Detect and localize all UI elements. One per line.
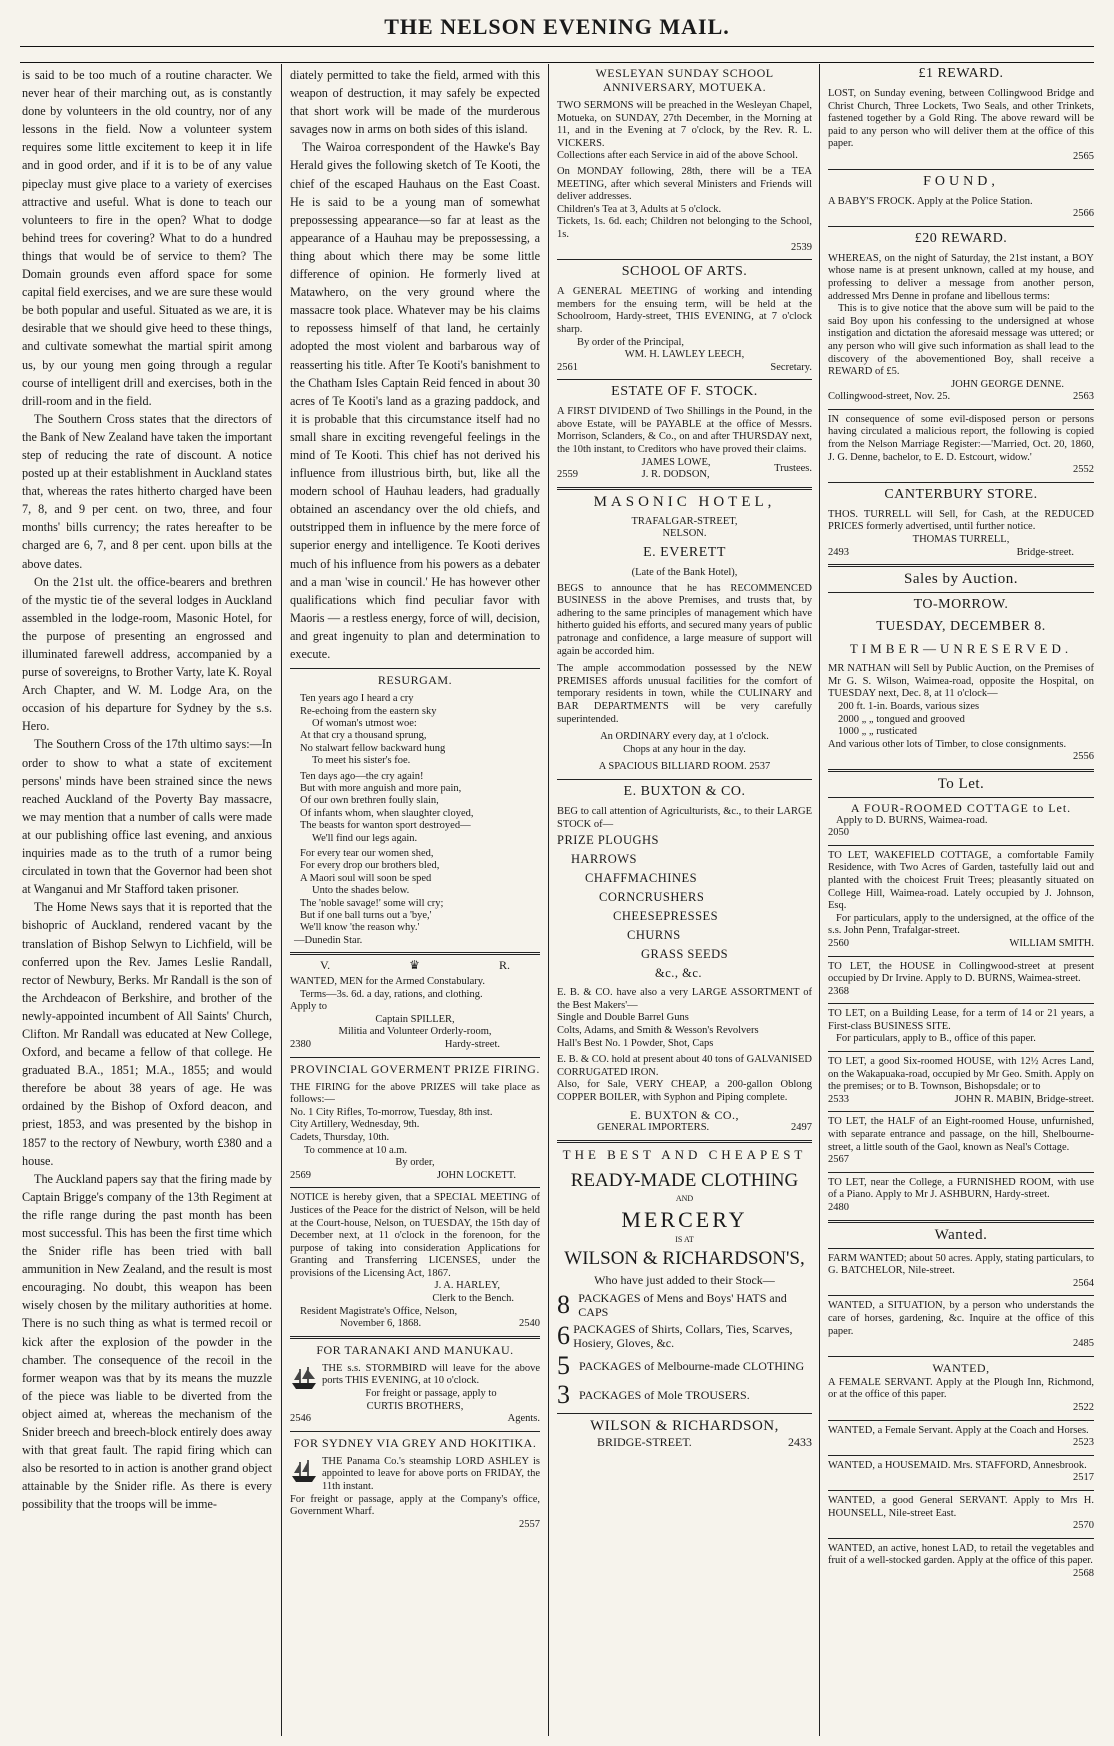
ad-line: No. 1 City Rifles, To-morrow, Tuesday, 8th inst. [290,1106,493,1118]
poem-line: Of infants whom, when slaughter cloyed, [300,807,474,819]
ad-signature: JOHN LOCKETT. [436,1169,516,1181]
ad-text: BEG to call attention of Agriculturists, &c., to their LARGE STOCK of— [557,805,812,830]
ad-number: 2565 [1073,150,1094,162]
package-text: PACKAGES of Shirts, Collars, Ties, Scarves, Hosiery, Gloves, &c. [573,1321,793,1350]
ad-number: 2368 [828,985,849,997]
divider [828,592,1094,593]
to-let-ad [828,802,1094,840]
ad-footer [828,1202,1094,1215]
crown-icon: ♛ [409,958,420,973]
ad-line: City Artillery, Wednesday, 9th. [290,1119,420,1131]
divider [828,1172,1094,1173]
news-paragraph: The Home News says that it is reported that the bishopric of Auckland, rendered vacant by the translation of Bishop Selwyn to Lichfield, will be conferred upon the Rev. James Leslie Randall, rector of Newbury, Berks. Mr Randall is the son of the Archdeacon of Berkshire, and brother of the newly-appointed incumbent of All Saints' Church, Clifton. Mr Randall was educated at New College, Oxford, and became a fellow of that college. He graduated B.A., 1851; M.A., 1855; and would therefore be about 38 years of age. He was ordained by the Bishop of Oxford deacon, and priest, 1853, and was presented by the bishop in 1857 to the rectory of Newbury, worth £380 and a house. [22,900,272,1168]
divider [557,1140,812,1143]
ad-text: LOST, on Sunday evening, between Collingwood Bridge and Christ Church, Three Lockets, Two Seals, and other Trinkets, fastened together by a Gold Ring. The above reward will be paid to any person who will deliver them at the office of this paper. [828,88,1094,150]
package-text: PACKAGES of Mole TROUSERS. [579,1387,750,1402]
ad-text: TO LET, on a Building Lease, for a term of 14 or 21 years, a First-class BUSINESS SITE. [828,1008,1094,1032]
ad-address: BRIDGE-STREET. [597,1434,692,1449]
ad-text: This is to give notice that the above sum will be paid to the said Boy upon his confessing to the undersigned at whose instigation and dictation the aforesaid message was uttered; or any person who will give such information as shall lead to the discovery of the abovementioned Boy, shall receive a REWARD of £5. [828,303,1094,378]
ad-heading: WESLEYAN SUNDAY SCHOOL ANNIVERSARY, MOTUEKA. [595,66,774,94]
ad-text: WANTED, a Female Servant. Apply at the Coach and Horses. [828,1424,1089,1436]
package-item [557,1322,812,1350]
ad-number: 2523 [1073,1437,1094,1449]
ad-text: FARM WANTED; about 50 acres. Apply, stating particulars, to G. BATCHELOR, Nile-street. [828,1252,1094,1277]
ad-text: A BABY'S FROCK. Apply at the Police Station. [828,195,1033,207]
ad-signature: JAMES LOWE, [641,456,711,468]
ad-text: TO LET, the HOUSE in Collingwood-street at present occupied by Dr Irvine. Apply to D. BURNS, Waimea-street. [828,960,1094,985]
vr-right: R. [498,958,510,973]
ad-text: For freight or passage, apply to [365,1388,497,1400]
masthead-rule [20,46,1094,47]
buxton-ad [557,784,812,1135]
ad-signature: WILLIAM SMITH. [1009,937,1094,949]
ad-address: NELSON. [662,528,707,540]
ad-heading: TUESDAY, DECEMBER 8. [876,619,1046,635]
wesleyan-ad [557,66,812,254]
wanted-ad [828,1425,1094,1450]
ad-number: 2552 [1073,464,1094,476]
ad-text: WHEREAS, on the night of Saturday, the 21st instant, a BOY whose name is at present unknown, called at my house, and professing to deliver a message from another person, addressed Mrs Denne in profane and libellous terms: [828,252,1094,302]
news-paragraph: The Southern Cross of the 17th ultimo says:—In order to show to what a state of excitement persons' minds have been strained since the news reached Auckland of the Poverty Bay massacre, we may mention that a number of calls were made at our publishing office last evening, and anxious inquiries made as to the truth of a rumor being circulated in town that the Governor had been shot at Wanganui and Mr Stafford taken prisoner. [22,737,272,897]
ad-text: By order of the Principal, [577,336,685,348]
ad-signature: THOMAS TURRELL, [912,534,1010,546]
ad-heading: £20 REWARD. [914,230,1008,246]
section-heading: Sales by Auction. [904,571,1018,588]
reward-1-ad [828,66,1094,164]
package-item [557,1291,812,1319]
ad-text: E. B. & CO. hold at present about 40 tons of GALVANISED CORRUGATED IRON. [557,1054,812,1078]
to-let-list [828,802,1094,1215]
ad-number: 2568 [1073,1567,1094,1579]
ad-heading: MASONIC HOTEL, [593,493,776,510]
ad-text: GENERAL IMPORTERS. [597,1122,710,1134]
ad-heading: READY-MADE CLOTHING [570,1170,799,1192]
divider [828,409,1094,410]
news-paragraph: The Wairoa correspondent of the Hawke's Bay Herald gives the following sketch of Te Kooti, the chief of the escaped Hauhaus on the East Coast. He is said to be a young man of somewhat prepossessing appearance—so far at least as the appearance of a Hauhau may be prepossessing, a thing about which there may be some little difference of opinion. He formerly lived at Matawhero, on the very ground where the massacre took place. Whatever may be his claims to repossess himself of that land, he certainly adopted the most violent and barbarous way of reasserting his title. After Te Kooti's banishment to the Chatham Isles Captain Reid fenced in about 30 acres of Te Kooti's land as a grazing paddock, and it is probable that this circumstance itself had no small share in exciting revengeful feelings in the mind of Te Kooti. This chief has not derived his influence from illustrious birth, but, like all the modern school of Hauhau leaders, had gradually obtained an ascendancy over the old chiefs, and outstripped them in influence by the mere force of superior energy and intelligence. Te Kooti derives much of his influence from his powers as a debater and a man 'wise in council.' He has however other qualifications which find peculiar favor with Maoris — a restless energy, force of will, decision, and great ingenuity to plan and determination to execute. [290,140,540,661]
ad-heading: WILSON & RICHARDSON'S, [564,1248,805,1270]
package-item [557,1379,812,1409]
ad-number: 2560 [828,937,849,949]
poem-line: At that cry a thousand sprung, [300,730,427,742]
package-count: 3 [557,1379,570,1409]
divider [557,1413,812,1414]
ad-text: THE Panama Co.'s steamship LORD ASHLEY is appointed to leave for above ports on FRIDAY, the 11th instant. [322,1455,540,1492]
wanted-list [828,1253,1094,1581]
column-2 [290,66,540,1734]
poem-line: The beasts for wanton sport destroyed— [300,820,471,832]
ad-signature: Captain SPILLER, [375,1013,455,1025]
ad-number: 2564 [1073,1277,1094,1289]
ad-number: 2557 [519,1518,540,1530]
ad-number: 2556 [1073,751,1094,763]
divider [290,1336,540,1339]
ship-icon [290,1365,318,1391]
divider [828,1295,1094,1296]
column-divider [281,64,282,1736]
ad-text: Secretary. [770,361,812,373]
ad-number: 2485 [1073,1338,1094,1350]
ad-heading: TIMBER—UNRESERVED. [849,641,1073,657]
news-block [290,66,540,663]
product-item: HARROWS [571,852,638,867]
ad-address: Hardy-street. [444,1038,500,1050]
ad-text: WANTED, MEN for the Armed Constabulary. [290,976,485,987]
poem-line: To meet his sister's foe. [312,755,411,767]
news-paragraph: diately permitted to take the field, armed with this weapon of destruction, it may safely be expected that short work will be made of the murderous savages now in arms on both sides of this island. [290,68,540,137]
ad-footer [828,986,1094,999]
ad-text: Apply to [290,1001,328,1013]
ad-text: IS AT [675,1234,694,1244]
ad-signature: J. A. HARLEY, [434,1280,500,1292]
ad-number: 2493 [828,546,849,558]
ad-text: Collections after each Service in aid of the above School. [557,150,798,162]
masthead: THE NELSON EVENING MAIL. [384,14,730,39]
wanted-ad [828,1361,1094,1415]
news-paragraph: On the 21st ult. the office-bearers and brethren of the mystic tie of the several lodges in Auckland assembled in the lodge-room, Masonic Hotel, for the purpose of presenting an engrossed and illuminated farewell address, accompanied by a purse of sovereigns, to Brother Varty, late K. Royal Arch Chapter, and W. M. Lodge Ara, on the occasion of his departure for Sydney by the s.s. Hero. [22,574,272,734]
poem-line: No stalwart fellow backward hung [300,742,446,754]
ad-heading: THE BEST AND CHEAPEST [562,1147,807,1163]
ad-heading: FOR SYDNEY VIA GREY AND HOKITIKA. [293,1435,537,1450]
ad-number: 2570 [1073,1520,1094,1532]
divider [290,1187,540,1188]
news-paragraph: The Southern Cross states that the directors of the Bank of New Zealand have taken the important step of reducing the rate of discount. A notice posted up at their establishment in Auckland states that, whereas the rates hitherto charged have been 7, 8, and 9 per cent. on two, three, and four months' bills currency; the rates hereafter to be charged are 6, 7, and 8 per cent. upon bills at the above dates. [22,411,272,571]
column-divider [819,64,820,1736]
divider [828,1490,1094,1491]
poem-line: Unto the shades below. [312,885,410,897]
stock-estate-ad [557,384,812,482]
ad-text: AND [675,1194,694,1204]
header-rule [20,62,1094,63]
product-item: &c., &c. [655,966,703,981]
ad-heading: WANTED, [932,1360,990,1375]
ad-signature: E. BUXTON & CO., [629,1108,740,1123]
ad-signature: WILSON & RICHARDSON, [590,1417,779,1434]
product-list [557,831,812,983]
to-let-ad [828,1008,1094,1046]
ad-number: 2561 [557,361,578,373]
ad-text: BEGS to announce that he has RECOMMENCED BUSINESS in the above Premises, and trusts that, by adhering to the same principles of management which have hitherto guided his efforts, and secured many years of public patronage and confidence, a large measure of support will again be accorded him. [557,582,812,657]
ad-heading: MERCERY [621,1206,748,1232]
timber-auction-ad [828,597,1094,764]
prize-firing-ad [290,1062,540,1183]
poem-line: We'll know 'the reason why.' [300,922,420,934]
ad-text: On MONDAY following, 28th, there will be a TEA MEETING, after which several Ministers and Friends will deliver addresses. [557,165,812,203]
ad-heading: TO-MORROW. [913,597,1009,613]
sydney-shipping-ad [290,1436,540,1532]
ad-signature: Clerk to the Bench. [432,1293,514,1305]
product-item: GRASS SEEDS [641,947,729,962]
section-heading: To Let. [937,775,985,792]
ad-text: An ORDINARY every day, at 1 o'clock. [600,731,769,743]
ad-line: 2000 „ „ tongued and grooved [838,713,965,725]
divider [828,1538,1094,1539]
ad-heading: FOUND, [923,173,999,189]
poem-line: Of our own brethren foully slain, [300,795,439,807]
ad-heading: E. BUXTON & CO. [623,783,746,799]
column-1-news [22,66,272,1734]
ad-text: WANTED, a SITUATION, by a person who understands the care of horses, gardening, &c. Inquire at the office of this paper. [828,1300,1094,1337]
ad-line: Single and Double Barrel Guns [557,1012,689,1024]
school-of-arts-ad [557,264,812,374]
ad-text: For freight or passage, apply at the Company's office, Government Wharf. [290,1493,540,1518]
ad-text: A FOUR-ROOMED COTTAGE to Let. [850,800,1072,815]
ad-text: And various other lots of Timber, to close consignments. [828,738,1067,750]
ad-number: 2497 [791,1122,812,1134]
section-heading: Wanted. [934,1226,988,1243]
poem-line: For every drop our brothers bled, [300,860,440,872]
product-item: CHAFFMACHINES [585,871,698,886]
ship-icon [290,1458,318,1484]
ad-signature: JOHN GEORGE DENNE. [951,378,1064,390]
ad-line: Colts, Adams, and Smith & Wesson's Revolvers [557,1024,759,1036]
wanted-ad [828,1495,1094,1533]
ad-text: Trustees. [774,462,812,474]
column-4-classifieds [828,66,1094,1734]
to-let-ad [828,1116,1094,1166]
package-text: PACKAGES of Melbourne-made CLOTHING [579,1358,805,1373]
ad-number: 2559 [557,469,578,481]
divider [828,1051,1094,1052]
licensing-notice-ad [290,1192,540,1331]
divider [828,564,1094,567]
ad-text: TO LET, a good Six-roomed HOUSE, with 12½ Acres Land, on the Wakapuaka-road, occupied by Mr Geo. Smith. Apply on the premises; or to B. Townson, Bishopsdale; or to [828,1056,1094,1093]
divider [290,952,540,955]
ad-text: Children's Tea at 3, Adults at 5 o'clock. [557,203,722,215]
ad-line: To commence at 10 a.m. [304,1144,408,1156]
divider [828,1455,1094,1456]
vr-left: V. [320,958,331,973]
ad-number: 2546 [290,1413,311,1425]
clothing-list [557,1291,812,1408]
poem-line: Re-echoing from the eastern sky [300,705,437,717]
ad-address: Bridge-street. [1016,546,1074,558]
news-paragraph: is said to be too much of a routine character. We never hear of their marching out, as is constantly done by volunteers in the old country, nor of any lessons in the field. Now a volunteer system requires some little excitement to keep it in life and in good order, and if it is to be of any value pipeclay must give place to a variety of exercises attractive and useful. What is done to teach our volunteers to fire in the open? What to dodge behind trees for covering? What to do a hundred things that would be of service to them? The Domain grounds even afford space for some capital field exercises, and we are sure these would be both popular and useful. Situated as we are, it is desirable that we should give heed to these things, and cultivate somewhat the martial spirit among us, by our young men going through a regular course of intelligent drill and exercises, both in the drill-room and in the field. [22,68,272,408]
ad-text: E. B. & CO. have also a very LARGE ASSORTMENT of the Best Makers'— [557,987,812,1011]
ad-text: Also, for Sale, VERY CHEAP, a 200-gallon Oblong COPPER BOILER, with Syphon and Piping complete. [557,1079,812,1103]
ad-text: THE s.s. STORMBIRD will leave for the above ports THIS EVENING, at 10 o'clock. [322,1362,540,1387]
divider [828,956,1094,957]
ad-number: 2537 [749,761,771,773]
divider [828,1248,1094,1249]
ad-text: TWO SERMONS will be preached in the Wesleyan Chapel, Motueka, on SUNDAY, 27th December, in the Morning at 11, and in the Evening at 7 o'clock, by the Rev. R. L. VICKERS. [557,100,812,149]
to-let-ad [828,1056,1094,1106]
product-item: CHEESEPRESSES [613,909,719,924]
ad-text: By order, [395,1157,435,1169]
ad-text: A SPACIOUS BILLIARD ROOM. [598,761,747,773]
divider [828,226,1094,227]
product-item: CHURNS [627,928,681,943]
ad-number: 2522 [1073,1401,1094,1413]
ad-line: Cadets, Thursday, 10th. [290,1131,390,1143]
wanted-ad [828,1460,1094,1485]
ad-text: (Late of the Bank Hotel), [631,567,738,579]
ad-heading: SCHOOL OF ARTS. [621,264,748,280]
ad-number: 2517 [1073,1472,1094,1484]
poem-line: We'll find our legs again. [312,832,418,844]
ad-number: 2480 [828,1202,849,1213]
ad-text: Terms—3s. 6d. a day, rations, and clothing. [300,988,483,1000]
product-item: CORNCRUSHERS [599,890,705,905]
ad-text: A GENERAL MEETING of working and intending members for the ensuing term, will be held at the Schoolroom, Hardy-street, THIS EVENING, at 7 o'clock sharp. [557,286,812,335]
divider [828,1003,1094,1004]
masonic-hotel-ad [557,494,812,774]
column-divider [548,64,549,1736]
to-let-ad [828,850,1094,951]
ad-signature: WM. H. LAWLEY LEECH, [624,349,745,361]
wanted-ad [828,1300,1094,1350]
ad-number: 2563 [1073,391,1094,403]
package-text: PACKAGES of Mens and Boys' HATS and CAPS [578,1290,787,1319]
ad-text: Apply to D. BURNS, Waimea-road. [836,814,988,826]
divider [828,482,1094,483]
ad-address: Collingwood-street, Nov. 25. [828,391,951,403]
ad-text: TO LET, WAKEFIELD COTTAGE, a comfortable Family Residence, with Two Acres of Garden, tastefully laid out and planted with the choicest Fruit Trees; pleasantly situated on College Hill, Waimea-road. Lately occupied by J. Johnson, Esq. [828,849,1094,912]
ad-text: Tickets, 1s. 6d. each; Children not belonging to the School, 1s. [557,216,812,240]
poem-line: For every tear our women shed, [300,847,434,859]
divider [557,779,812,780]
divider [828,1420,1094,1421]
ad-line: 200 ft. 1-in. Boards, various sizes [838,701,980,712]
poem [290,693,540,935]
news-paragraph: The Auckland papers say that the firing made by Captain Brigge's company of the 13th Regiment at the rifle range during the past month has been most successful. This has been the first time which the Snider rifle has been tried with ball ammunition in New Zealand, and the result is most encouraging. No doubt, this weapon has been wisely chosen by the military authorities at home. There is no such thing as what is termed recoil or kick after the explosion of the powder in the chamber. The consequence of the recoil in the former weapon was that by its means the muzzle of the piece was liable to be diverted from the object aimed at, whereas the mechanism of the Snider breech and breech-block entirely does away with that great fault. The rapid firing which can also be resorted to in action is another grand object attainable by the Snider rifle. As there is every possibility that the troops will be imme- [22,1171,272,1512]
clothing-ad [557,1147,812,1448]
divider [828,769,1094,772]
ad-signature: Militia and Volunteer Orderly-room, [338,1026,492,1038]
wanted-ad [828,1543,1094,1581]
divider [828,845,1094,846]
poem-line: But if one ball turns out a 'bye,' [300,910,432,921]
to-let-ad [828,961,1094,999]
divider [557,487,812,490]
divider [828,1220,1094,1223]
ad-text: NOTICE is hereby given, that a SPECIAL MEETING of Justices of the Peace for the district of Nelson, will be held at the Court-house, Nelson, on TUESDAY, the 15th day of December next, at 11 o'clock in the forenoon, for the purpose of taking into consideration Applications for Granting and Transferring LICENSES, under the provisions of the Licensing Act, 1867. [290,1192,540,1279]
ad-text: Resident Magistrate's Office, Nelson, [300,1305,458,1317]
ad-number: 2566 [1073,208,1094,220]
ad-signature: CURTIS BROTHERS, [366,1400,464,1412]
divider [557,259,812,260]
ad-text: IN consequence of some evil-disposed person or persons having circulated a malicious report, the following is copied from the Nelson Marriage Register:—'Married, Oct. 20, 1860, J. G. Denne, bachelor, to E. D. Estcourt, widow.' [828,413,1094,463]
divider [290,1431,540,1432]
divider [828,797,1094,798]
to-let-ad [828,1177,1094,1215]
divider [557,379,812,380]
ad-text: Chops at any hour in the day. [623,743,746,755]
ad-line: Hall's Best No. 1 Powder, Shot, Caps [557,1037,714,1049]
ad-text: WANTED, an active, honest LAD, to retail the vegetables and fruit of a well-stocked garden. Apply at the office of this paper. [828,1542,1094,1567]
ad-heading: £1 REWARD. [918,66,1004,81]
ad-number: 2540 [519,1318,540,1330]
ad-text: For particulars, apply to B., office of this paper. [836,1033,1036,1045]
reward-20-ad [828,231,1094,404]
ad-signature: JOHN R. MABIN, Bridge-street. [954,1093,1094,1105]
package-count: 8 [557,1289,570,1319]
poem-title: RESURGAM. [377,673,453,688]
ad-date: November 6, 1868. [340,1318,422,1330]
ad-footer [828,938,1094,951]
ad-heading: CANTERBURY STORE. [884,486,1038,502]
ad-number: 2380 [290,1038,311,1050]
product-item: PRIZE PLOUGHS [557,833,659,848]
ad-line: 1000 „ „ rusticated [838,726,918,738]
divider [290,668,540,669]
ad-text: WANTED, a good General SERVANT. Apply to Mrs H. HOUNSELL, Nile-street East. [828,1494,1094,1519]
package-count: 5 [557,1350,570,1380]
ad-footer [828,827,1094,840]
ad-number: 2533 [828,1093,849,1105]
canterbury-store-ad [828,487,1094,559]
armed-constabulary-ad [290,959,540,1051]
marriage-notice-ad [828,414,1094,477]
ad-number: 2569 [290,1169,311,1181]
ad-heading: ESTATE OF F. STOCK. [611,384,758,400]
divider [290,1057,540,1058]
ad-text: The ample accommodation possessed by the NEW PREMISES affords unusual facilities for the comfort of temporary residents in town, while the CULINARY and BAR DEPARTMENTS will be very carefully superintended. [557,663,812,725]
taranaki-shipping-ad [290,1343,540,1426]
poem-line: Ten days ago—the cry again! [300,770,424,782]
poem-line: But with more anguish and more pain, [300,782,462,794]
divider [828,169,1094,170]
ad-text: A FEMALE SERVANT. Apply at the Plough Inn, Richmond, or at the office of this paper. [828,1376,1094,1401]
ad-text: A FIRST DIVIDEND of Two Shillings in the Pound, in the above Estate, will be PAYABLE at the office of Messrs. Morrison, Sclanders, & Co., on and after THURSDAY next, the 10th instant, to Creditors who have proved their claims. [557,406,812,456]
poem-line: A Maori soul will soon be sped [300,872,432,884]
poem-line: Ten years ago I heard a cry [300,693,414,705]
ad-footer [828,1094,1094,1107]
ad-text: THE FIRING for the above PRIZES will take place as follows:— [290,1081,540,1106]
wanted-ad [828,1253,1094,1291]
divider [828,1356,1094,1357]
ad-number: 2567 [828,1154,849,1166]
found-ad [828,174,1094,221]
ad-text: MR NATHAN will Sell by Public Auction, on the Premises of Mr G. S. Wilson, Waimea-road, opposite the Hospital, on TUESDAY next, Dec. 8, at 11 o'clock— [828,663,1094,700]
ad-number: 2433 [788,1434,812,1449]
ad-signature: J. R. DODSON, [641,469,710,481]
ad-heading: E. EVERETT [643,545,726,561]
column-3-ads [557,66,812,1734]
poem-line: The 'noble savage!' some will cry; [300,897,444,909]
ad-footer [828,1154,1094,1167]
ad-text: TO LET, near the College, a FURNISHED ROOM, with use of a Piano. Apply to Mr J. ASHBURN, Hardy-street. [828,1176,1094,1201]
ad-text: THOS. TURRELL will Sell, for Cash, at the REDUCED PRICES formerly advertised, until further notice. [828,508,1094,533]
package-item [557,1350,812,1380]
ad-text: For particulars, apply to the undersigned, at the office of the s.s. John Penn, Trafalgar-street. [828,912,1094,937]
ad-heading: PROVINCIAL GOVERMENT PRIZE FIRING. [290,1061,540,1076]
ad-number: 2050 [828,827,849,839]
poem-line: Of woman's utmost woe: [312,717,417,729]
ad-text: WANTED, a HOUSEMAID. Mrs. STAFFORD, Annesbrook. [828,1459,1087,1471]
ad-text: Agents. [507,1413,540,1425]
package-count: 6 [557,1320,570,1350]
poem-source: —Dunedin Star. [294,934,363,946]
divider [828,1111,1094,1112]
ad-text: TO LET, the HALF of an Eight-roomed House, unfurnished, with separate entrance and passage, on the hill, Shelbourne-street, a little south of the Gaol, known as Neal's Cottage. [828,1116,1094,1153]
ad-text: Who have just added to their Stock— [594,1273,775,1288]
ad-address: TRAFALGAR-STREET, [631,515,738,527]
ad-heading: FOR TARANAKI AND MANUKAU. [316,1342,514,1357]
ad-number: 2539 [791,241,812,253]
